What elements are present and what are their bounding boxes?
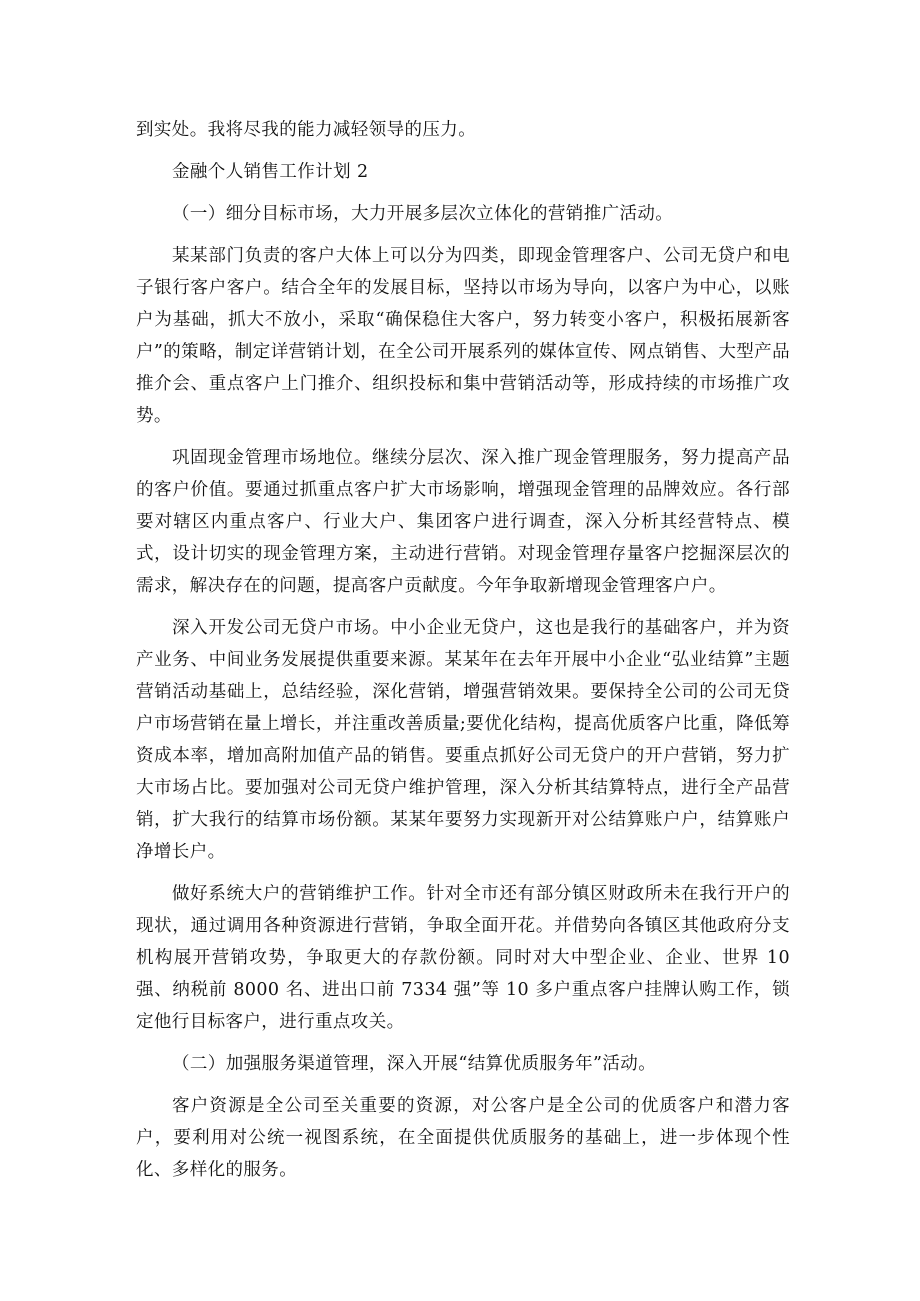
paragraph-no-loan-accounts: 深入开发公司无贷户市场。中小企业无贷户，这也是我行的基础客户，并为资产业务、中间业务发展提供重要来源。某某年在去年开展中小企业“弘业结算”主题营销活动基础上，总结经验，深化营销，增强营销效果。要保持全公司的公司无贷户市场营销在量上增长，并注重改善质量;要优化结构，提高优质客户比重，降低筹资成本率，增加高附加值产品的销售。要重点抓好公司无贷户的开户营销，努力扩大市场占比。要加强对公司无贷户维护管理，深入分析其结算特点，进行全产品营销，扩大我行的结算市场份额。某某年要努力实现新开对公结算账户户，结算账户净增长户。 — [136, 618, 790, 862]
opening-fragment: 到实处。我将尽我的能力减轻领导的压力。 — [136, 120, 477, 140]
paragraph-customer-categories: 某某部门负责的客户大体上可以分为四类，即现金管理客户、公司无贷户和电子银行客户客户。结合全年的发展目标，坚持以市场为导向，以客户为中心，以账户为基础，抓大不放小，采取“确保稳住大客户，努力转变小客户，积极拓展新客户”的策略，制定详营销计划，在全公司开展系列的媒体宣传、网点销售、大型产品推介会、重点客户上门推介、组织投标和集中营销活动等，形成持续的市场推广攻势。 — [136, 246, 790, 426]
section-2-heading: （二）加强服务渠道管理，深入开展“结算优质服务年”活动。 — [172, 1054, 657, 1074]
section-1-heading: （一）细分目标市场，大力开展多层次立体化的营销推广活动。 — [172, 204, 674, 224]
paragraph-major-accounts: 做好系统大户的营销维护工作。针对全市还有部分镇区财政所未在我行开户的现状，通过调用各种资源进行营销，争取全面开花。并借势向各镇区其他政府分支机构展开营销攻势，争取更大的存款份额。同时对大中型企业、企业、世界 10 强、纳税前 8000 名、进出口前 7334 强”等 10 多户重点客户挂牌认购工作，锁定他行目标客户，进行重点攻关。 — [136, 884, 790, 1032]
paragraph-cash-management: 巩固现金管理市场地位。继续分层次、深入推广现金管理服务，努力提高产品的客户价值。要通过抓重点客户扩大市场影响，增强现金管理的品牌效应。各行部要对辖区内重点客户、行业大户、集团客户进行调查，深入分析其经营特点、模式，设计切实的现金管理方案，主动进行营销。对现金管理存量客户挖掘深层次的需求，解决存在的问题，提高客户贡献度。今年争取新增现金管理客户户。 — [136, 448, 790, 596]
document-body — [136, 114, 790, 1196]
document-title: 金融个人销售工作计划 2 — [172, 162, 369, 182]
paragraph-customer-resources: 客户资源是全公司至关重要的资源，对公客户是全公司的优质客户和潜力客户，要利用对公统一视图系统，在全面提供优质服务的基础上，进一步体现个性化、多样化的服务。 — [136, 1096, 790, 1180]
